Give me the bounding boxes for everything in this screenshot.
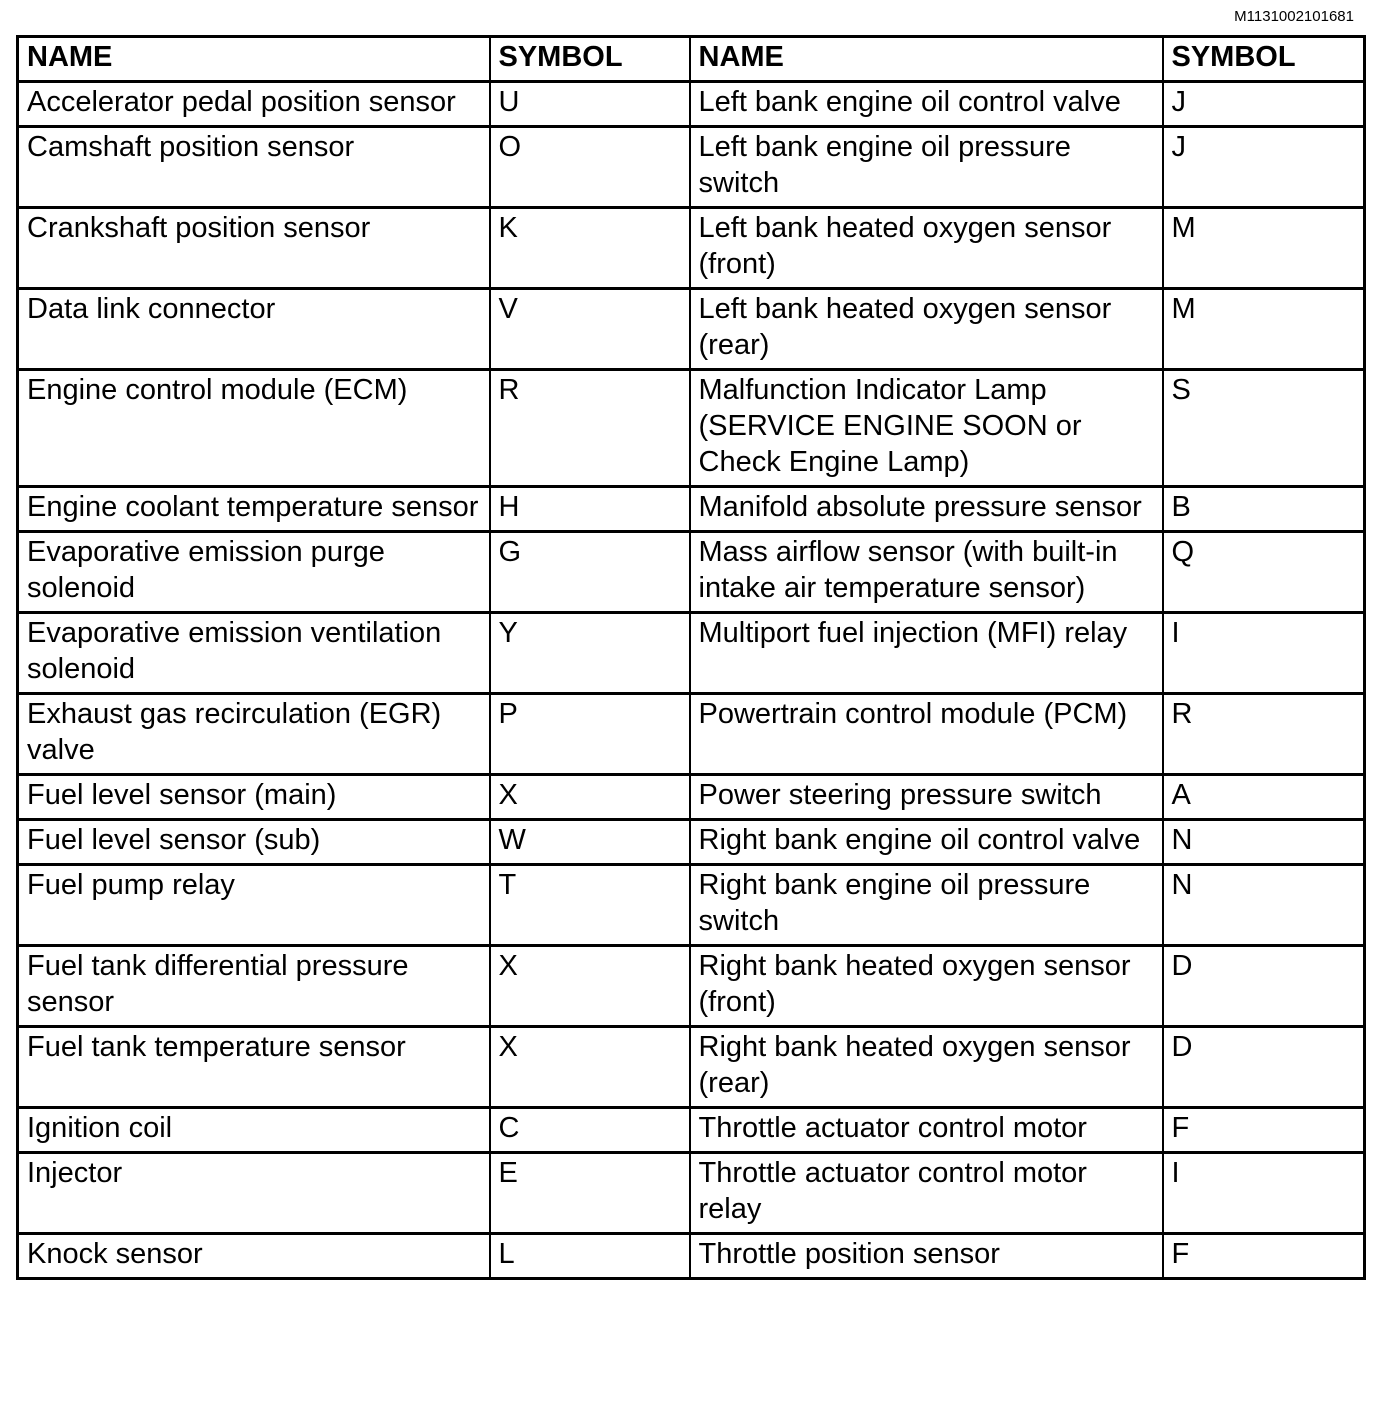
- cell-symbol-right: F: [1163, 1108, 1365, 1153]
- cell-name-left: Exhaust gas recirculation (EGR) valve: [18, 694, 490, 775]
- cell-symbol-right: A: [1163, 775, 1365, 820]
- cell-name-right: Throttle actuator control motor relay: [690, 1153, 1163, 1234]
- cell-symbol-left: V: [490, 289, 690, 370]
- table-row: [18, 1234, 1365, 1279]
- cell-name-right: Malfunction Indicator Lamp (SERVICE ENGINE SOON or Check Engine Lamp): [690, 370, 1163, 487]
- cell-symbol-left: E: [490, 1153, 690, 1234]
- cell-name-left: Fuel tank differential pressure sensor: [18, 946, 490, 1027]
- cell-name-left: Fuel level sensor (sub): [18, 820, 490, 865]
- header-symbol-left: SYMBOL: [490, 37, 690, 82]
- cell-name-left: Knock sensor: [18, 1234, 490, 1279]
- cell-name-left: Camshaft position sensor: [18, 127, 490, 208]
- table-row: [18, 820, 1365, 865]
- cell-symbol-left: X: [490, 946, 690, 1027]
- cell-symbol-right: J: [1163, 82, 1365, 127]
- cell-name-right: Power steering pressure switch: [690, 775, 1163, 820]
- cell-name-right: Right bank heated oxygen sensor (rear): [690, 1027, 1163, 1108]
- cell-name-left: Fuel tank temperature sensor: [18, 1027, 490, 1108]
- cell-name-right: Throttle position sensor: [690, 1234, 1163, 1279]
- cell-symbol-left: K: [490, 208, 690, 289]
- cell-symbol-left: X: [490, 775, 690, 820]
- table-row: [18, 775, 1365, 820]
- table-row: [18, 370, 1365, 487]
- cell-name-left: Accelerator pedal position sensor: [18, 82, 490, 127]
- table-row: [18, 694, 1365, 775]
- cell-name-right: Left bank engine oil pressure switch: [690, 127, 1163, 208]
- cell-name-right: Left bank heated oxygen sensor (rear): [690, 289, 1163, 370]
- cell-name-right: Left bank heated oxygen sensor (front): [690, 208, 1163, 289]
- cell-name-right: Right bank engine oil control valve: [690, 820, 1163, 865]
- table-row: [18, 865, 1365, 946]
- cell-symbol-right: I: [1163, 1153, 1365, 1234]
- document-id: M1131002101681: [1234, 8, 1354, 25]
- cell-symbol-right: J: [1163, 127, 1365, 208]
- cell-symbol-left: L: [490, 1234, 690, 1279]
- cell-symbol-right: M: [1163, 208, 1365, 289]
- cell-symbol-right: M: [1163, 289, 1365, 370]
- cell-symbol-left: P: [490, 694, 690, 775]
- header-row: [18, 37, 1365, 82]
- cell-name-right: Powertrain control module (PCM): [690, 694, 1163, 775]
- component-symbol-table: [16, 35, 1366, 1280]
- cell-symbol-right: Q: [1163, 532, 1365, 613]
- cell-name-right: Mass airflow sensor (with built-in intake air temperature sensor): [690, 532, 1163, 613]
- cell-name-right: Left bank engine oil control valve: [690, 82, 1163, 127]
- cell-name-left: Fuel level sensor (main): [18, 775, 490, 820]
- table-row: [18, 1153, 1365, 1234]
- cell-symbol-left: G: [490, 532, 690, 613]
- header-symbol-right: SYMBOL: [1163, 37, 1365, 82]
- header-name-right: NAME: [690, 37, 1163, 82]
- cell-symbol-left: C: [490, 1108, 690, 1153]
- cell-symbol-left: W: [490, 820, 690, 865]
- cell-name-right: Right bank heated oxygen sensor (front): [690, 946, 1163, 1027]
- cell-name-right: Multiport fuel injection (MFI) relay: [690, 613, 1163, 694]
- cell-symbol-left: T: [490, 865, 690, 946]
- cell-symbol-right: F: [1163, 1234, 1365, 1279]
- cell-symbol-right: B: [1163, 487, 1365, 532]
- cell-symbol-left: X: [490, 1027, 690, 1108]
- cell-name-left: Evaporative emission ventilation solenoid: [18, 613, 490, 694]
- cell-symbol-right: S: [1163, 370, 1365, 487]
- cell-name-left: Engine coolant temperature sensor: [18, 487, 490, 532]
- cell-name-left: Evaporative emission purge solenoid: [18, 532, 490, 613]
- header-name-left: NAME: [18, 37, 490, 82]
- cell-symbol-right: D: [1163, 946, 1365, 1027]
- cell-symbol-left: R: [490, 370, 690, 487]
- cell-symbol-left: O: [490, 127, 690, 208]
- cell-name-left: Engine control module (ECM): [18, 370, 490, 487]
- table-row: [18, 1027, 1365, 1108]
- cell-name-left: Fuel pump relay: [18, 865, 490, 946]
- cell-symbol-left: Y: [490, 613, 690, 694]
- table-row: [18, 946, 1365, 1027]
- table-body: [18, 82, 1365, 1279]
- table-row: [18, 532, 1365, 613]
- cell-name-right: Manifold absolute pressure sensor: [690, 487, 1163, 532]
- table-row: [18, 208, 1365, 289]
- table-row: [18, 82, 1365, 127]
- cell-name-left: Injector: [18, 1153, 490, 1234]
- table-row: [18, 487, 1365, 532]
- table-row: [18, 1108, 1365, 1153]
- cell-name-left: Data link connector: [18, 289, 490, 370]
- cell-symbol-right: I: [1163, 613, 1365, 694]
- cell-name-left: Crankshaft position sensor: [18, 208, 490, 289]
- cell-symbol-right: N: [1163, 865, 1365, 946]
- cell-name-right: Right bank engine oil pressure switch: [690, 865, 1163, 946]
- table-row: [18, 127, 1365, 208]
- cell-symbol-right: R: [1163, 694, 1365, 775]
- table-row: [18, 613, 1365, 694]
- cell-symbol-right: N: [1163, 820, 1365, 865]
- cell-symbol-left: H: [490, 487, 690, 532]
- cell-name-right: Throttle actuator control motor: [690, 1108, 1163, 1153]
- cell-name-left: Ignition coil: [18, 1108, 490, 1153]
- table-row: [18, 289, 1365, 370]
- cell-symbol-right: D: [1163, 1027, 1365, 1108]
- cell-symbol-left: U: [490, 82, 690, 127]
